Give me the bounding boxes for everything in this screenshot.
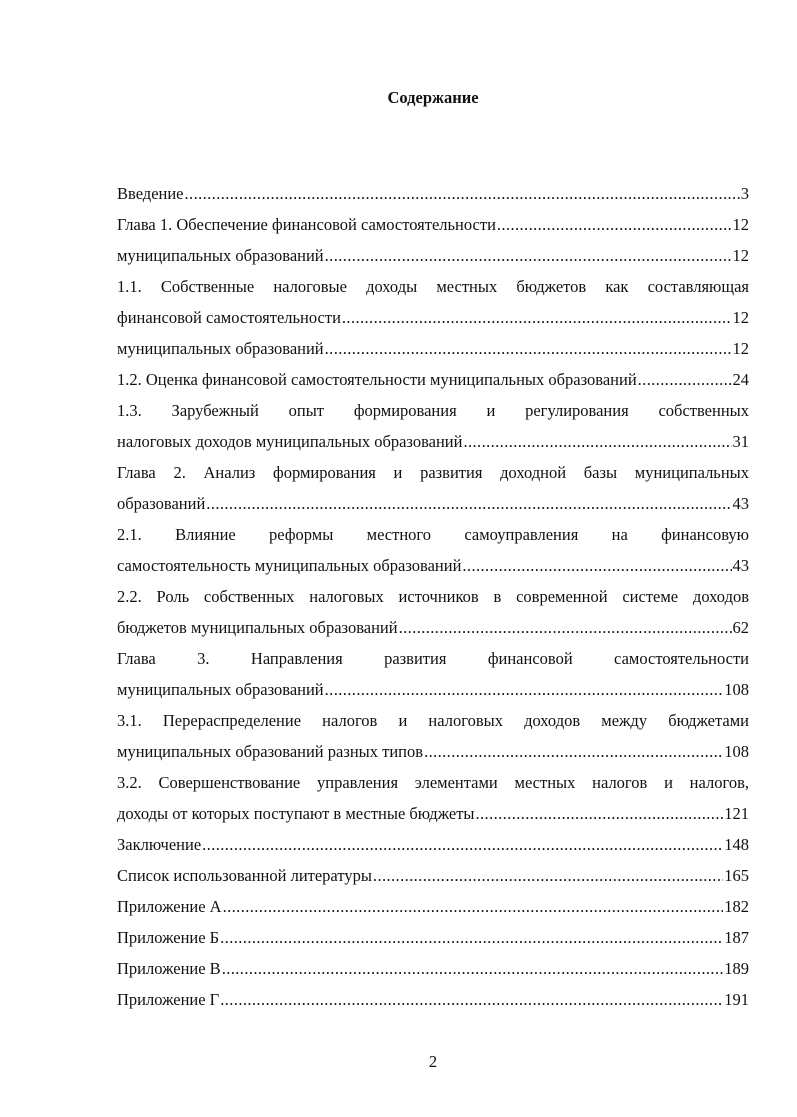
- toc-page-number: 165: [724, 866, 749, 885]
- toc-line: [117, 860, 749, 891]
- toc-dot-leader: [325, 240, 732, 271]
- toc-entry-text: Заключение: [117, 835, 202, 854]
- toc-entry-text: муниципальных образований разных типов: [117, 742, 424, 761]
- toc-line: [117, 984, 749, 1015]
- toc-line: [117, 333, 749, 364]
- table-of-contents: [117, 178, 749, 1015]
- toc-line: [117, 922, 749, 953]
- toc-dot-leader: [342, 302, 732, 333]
- toc-entry-text: 2.1. Влияние реформы местного самоуправления на финансовую: [117, 525, 749, 544]
- toc-page-number: 187: [724, 928, 749, 947]
- toc-page-number: 31: [732, 432, 749, 451]
- toc-page-number: 62: [732, 618, 749, 637]
- toc-page-number: 24: [732, 370, 749, 389]
- toc-dot-leader: [462, 550, 731, 581]
- toc-page-number: 108: [724, 742, 749, 761]
- toc-line: [117, 240, 749, 271]
- toc-line: [117, 209, 749, 240]
- toc-entry-text: самостоятельность муниципальных образований: [117, 556, 462, 575]
- toc-dot-leader: [373, 860, 723, 891]
- toc-line: [117, 891, 749, 922]
- toc-entry-text: Глава 1. Обеспечение финансовой самостоятельности: [117, 215, 496, 234]
- toc-dot-leader: [424, 736, 723, 767]
- toc-page-number: 12: [732, 308, 749, 327]
- toc-dot-leader: [220, 984, 723, 1015]
- toc-page-number: 12: [732, 246, 749, 265]
- toc-page-number: 12: [732, 339, 749, 358]
- toc-line: [117, 302, 749, 333]
- toc-page-number: 121: [724, 804, 749, 823]
- toc-entry-text: муниципальных образований: [117, 339, 324, 358]
- toc-page-number: 148: [724, 835, 749, 854]
- toc-page-number: 43: [732, 494, 749, 513]
- toc-dot-leader: [463, 426, 731, 457]
- toc-line: [117, 829, 749, 860]
- toc-entry-text: доходы от которых поступают в местные бюджеты: [117, 804, 475, 823]
- toc-page-number: 12: [732, 215, 749, 234]
- toc-entry-text: муниципальных образований: [117, 680, 324, 699]
- toc-entry-text: 2.2. Роль собственных налоговых источников в современной системе доходов: [117, 587, 749, 606]
- toc-dot-leader: [222, 953, 724, 984]
- toc-entry-text: Приложение Б: [117, 928, 220, 947]
- toc-entry-text: 1.1. Собственные налоговые доходы местных бюджетов как составляющая: [117, 277, 749, 296]
- toc-entry-text: 1.2. Оценка финансовой самостоятельности муниципальных образований: [117, 370, 637, 389]
- toc-dot-leader: [399, 612, 732, 643]
- toc-line: [117, 178, 749, 209]
- toc-entry-text: Приложение А: [117, 897, 222, 916]
- toc-entry-text: Глава 2. Анализ формирования и развития доходной базы муниципальных: [117, 463, 749, 482]
- toc-entry-text: образований: [117, 494, 206, 513]
- toc-dot-leader: [476, 798, 724, 829]
- toc-dot-leader: [220, 922, 723, 953]
- toc-line: [117, 798, 749, 829]
- toc-page-number: 189: [724, 959, 749, 978]
- toc-dot-leader: [202, 829, 723, 860]
- toc-entry-text: финансовой самостоятельности: [117, 308, 341, 327]
- toc-line: [117, 488, 749, 519]
- toc-entry-text: Глава 3. Направления развития финансовой самостоятельности: [117, 649, 749, 668]
- toc-line: [117, 612, 749, 643]
- toc-dot-leader: [497, 209, 732, 240]
- toc-page-number: 191: [724, 990, 749, 1009]
- toc-dot-leader: [223, 891, 724, 922]
- toc-dot-leader: [185, 178, 740, 209]
- toc-entry-text: Введение: [117, 184, 184, 203]
- toc-entry-text: 1.3. Зарубежный опыт формирования и регулирования собственных: [117, 401, 749, 420]
- toc-line: [117, 736, 749, 767]
- toc-entry-text: Приложение Г: [117, 990, 220, 1009]
- toc-dot-leader: [206, 488, 731, 519]
- toc-line: [117, 364, 749, 395]
- toc-entry-text: муниципальных образований: [117, 246, 324, 265]
- toc-line: [117, 953, 749, 984]
- toc-page-number: 43: [732, 556, 749, 575]
- toc-entry-text: налоговых доходов муниципальных образований: [117, 432, 463, 451]
- toc-line: [117, 674, 749, 705]
- toc-line: [117, 426, 749, 457]
- toc-page-number: 182: [724, 897, 749, 916]
- toc-entry-text: 3.1. Перераспределение налогов и налоговых доходов между бюджетами: [117, 711, 749, 730]
- toc-entry-text: Приложение В: [117, 959, 221, 978]
- toc-entry-text: Список использованной литературы: [117, 866, 372, 885]
- toc-dot-leader: [638, 364, 732, 395]
- toc-dot-leader: [325, 674, 724, 705]
- toc-entry-text: 3.2. Совершенствование управления элементами местных налогов и налогов,: [117, 773, 749, 792]
- page-title: Содержание: [387, 88, 479, 107]
- toc-entry-text: бюджетов муниципальных образований: [117, 618, 398, 637]
- toc-page-number: 108: [724, 680, 749, 699]
- toc-dot-leader: [325, 333, 732, 364]
- toc-page-number: 3: [740, 184, 749, 203]
- toc-line: [117, 550, 749, 581]
- page-number: 2: [428, 1052, 438, 1071]
